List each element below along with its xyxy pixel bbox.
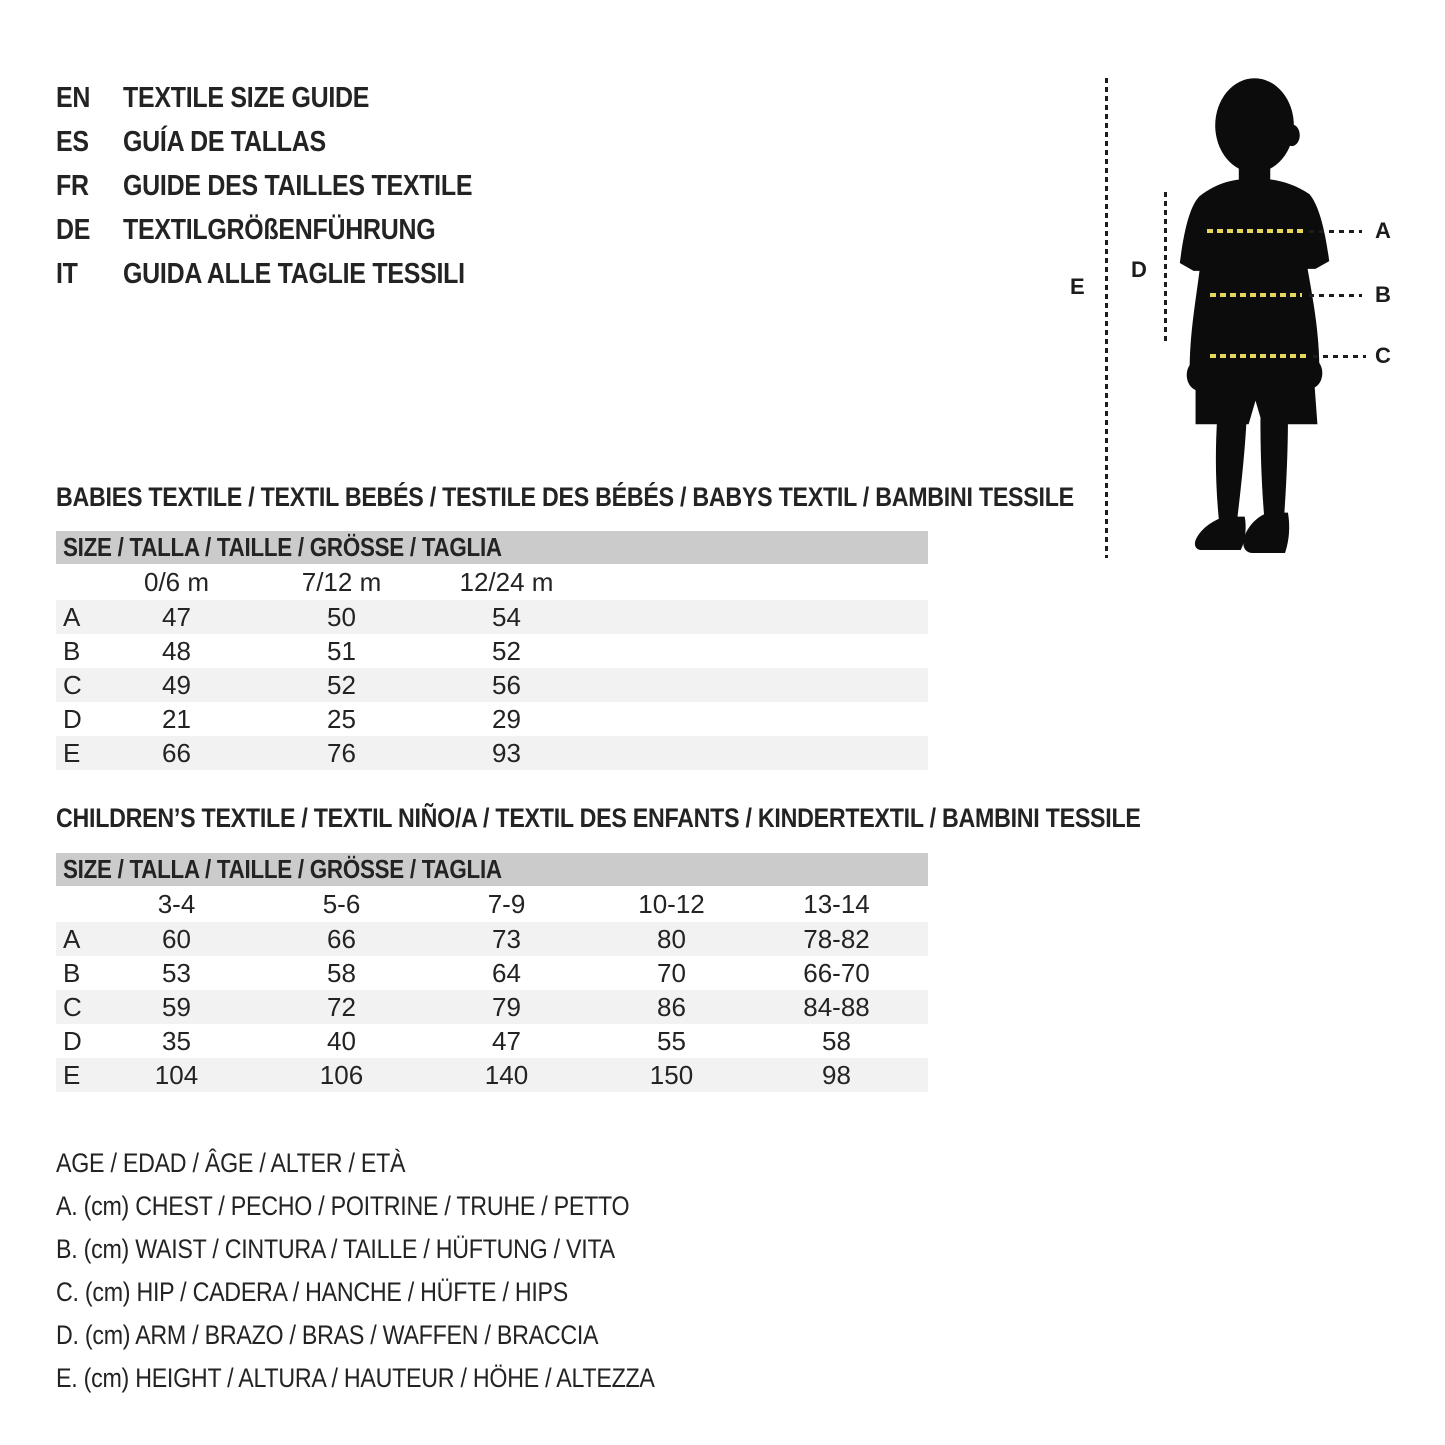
babies-col-1: 7/12 m (301, 566, 382, 597)
legend-arm: D. (cm) ARM / BRAZO / BRAS / WAFFEN / BRACCIA (56, 1320, 599, 1350)
children-col-1: 5-6 (322, 888, 361, 919)
title-en: TEXTILE SIZE GUIDE (123, 81, 370, 114)
babies-size-table (56, 531, 928, 770)
table-row: D 21 25 29 (63, 703, 521, 734)
lang-code-es: ES (56, 125, 89, 158)
table-row: C 59 72 79 86 84-88 (56, 990, 928, 1024)
title-row-es (56, 120, 529, 164)
title-row-it (56, 252, 529, 296)
children-size-table (56, 853, 928, 1092)
title-de: TEXTILGRÖßENFÜHRUNG (123, 213, 436, 246)
babies-col-2: 12/24 m (459, 566, 554, 597)
figure-label-e: E (1070, 274, 1085, 299)
babies-size-header-bar: SIZE / TALLA / TAILLE / GRÖSSE / TAGLIA (56, 531, 928, 564)
children-col-0: 3-4 (157, 888, 196, 919)
children-col-2: 7-9 (487, 888, 526, 919)
figure-label-b: B (1375, 282, 1391, 307)
children-col-3: 10-12 (638, 888, 705, 919)
babies-col-0: 0/6 m (143, 566, 210, 597)
legend-height: E. (cm) HEIGHT / ALTURA / HAUTEUR / HÖHE / ALTEZZA (56, 1363, 655, 1393)
table-row: A 47 50 54 (56, 600, 928, 634)
chest-guide-dots-a (1309, 230, 1362, 233)
table-row: B 53 58 64 70 66-70 (63, 957, 870, 988)
figure-label-d: D (1131, 257, 1147, 282)
arm-guide-line-d (1164, 192, 1167, 342)
waist-measure-line-b (1210, 293, 1302, 297)
title-fr: GUIDE DES TAILLES TEXTILE (123, 169, 473, 202)
title-it: GUIDA ALLE TAGLIE TESSILI (123, 257, 465, 290)
legend-hip: C. (cm) HIP / CADERA / HANCHE / HÜFTE / HIPS (56, 1277, 569, 1307)
legend-waist: B. (cm) WAIST / CINTURA / TAILLE / HÜFTUNG / VITA (56, 1234, 615, 1264)
legend-chest: A. (cm) CHEST / PECHO / POITRINE / TRUHE / PETTO (56, 1191, 630, 1221)
babies-column-header-row (56, 564, 928, 600)
lang-code-it: IT (56, 257, 78, 290)
title-es: GUÍA DE TALLAS (123, 125, 326, 158)
legend-age: AGE / EDAD / ÂGE / ALTER / ETÀ (56, 1148, 406, 1178)
title-row-de (56, 208, 529, 252)
table-row: C 49 52 56 (56, 668, 928, 702)
children-column-header-row (56, 886, 928, 922)
table-row: E 104 106 140 150 98 (56, 1058, 928, 1092)
language-title-block (56, 76, 529, 296)
children-size-header-bar: SIZE / TALLA / TAILLE / GRÖSSE / TAGLIA (56, 853, 928, 886)
children-col-4: 13-14 (803, 888, 870, 919)
measurement-legend (56, 1142, 752, 1400)
table-row: E 66 76 93 (56, 736, 928, 770)
table-row: A 60 66 73 80 78-82 (56, 922, 928, 956)
children-section-title: CHILDREN’S TEXTILE / TEXTIL NIÑO/A / TEXTIL DES ENFANTS / KINDERTEXTIL / BAMBINI TESSILE (56, 803, 1141, 833)
waist-guide-dots-b (1309, 294, 1362, 297)
title-row-fr (56, 164, 529, 208)
table-row: D 35 40 47 55 58 (63, 1025, 851, 1056)
babies-section-title: BABIES TEXTILE / TEXTIL BEBÉS / TESTILE DES BÉBÉS / BABYS TEXTIL / BAMBINI TESSILE (56, 482, 1074, 512)
lang-code-de: DE (56, 213, 91, 246)
chest-measure-line-a (1207, 229, 1303, 233)
hip-measure-line-c (1210, 354, 1308, 358)
figure-label-c: C (1375, 343, 1391, 368)
lang-code-en: EN (56, 81, 91, 114)
title-row-en (56, 76, 529, 120)
lang-code-fr: FR (56, 169, 89, 202)
figure-label-a: A (1375, 218, 1391, 243)
hip-guide-dots-c (1313, 355, 1366, 358)
table-row: B 48 51 52 (63, 635, 521, 666)
